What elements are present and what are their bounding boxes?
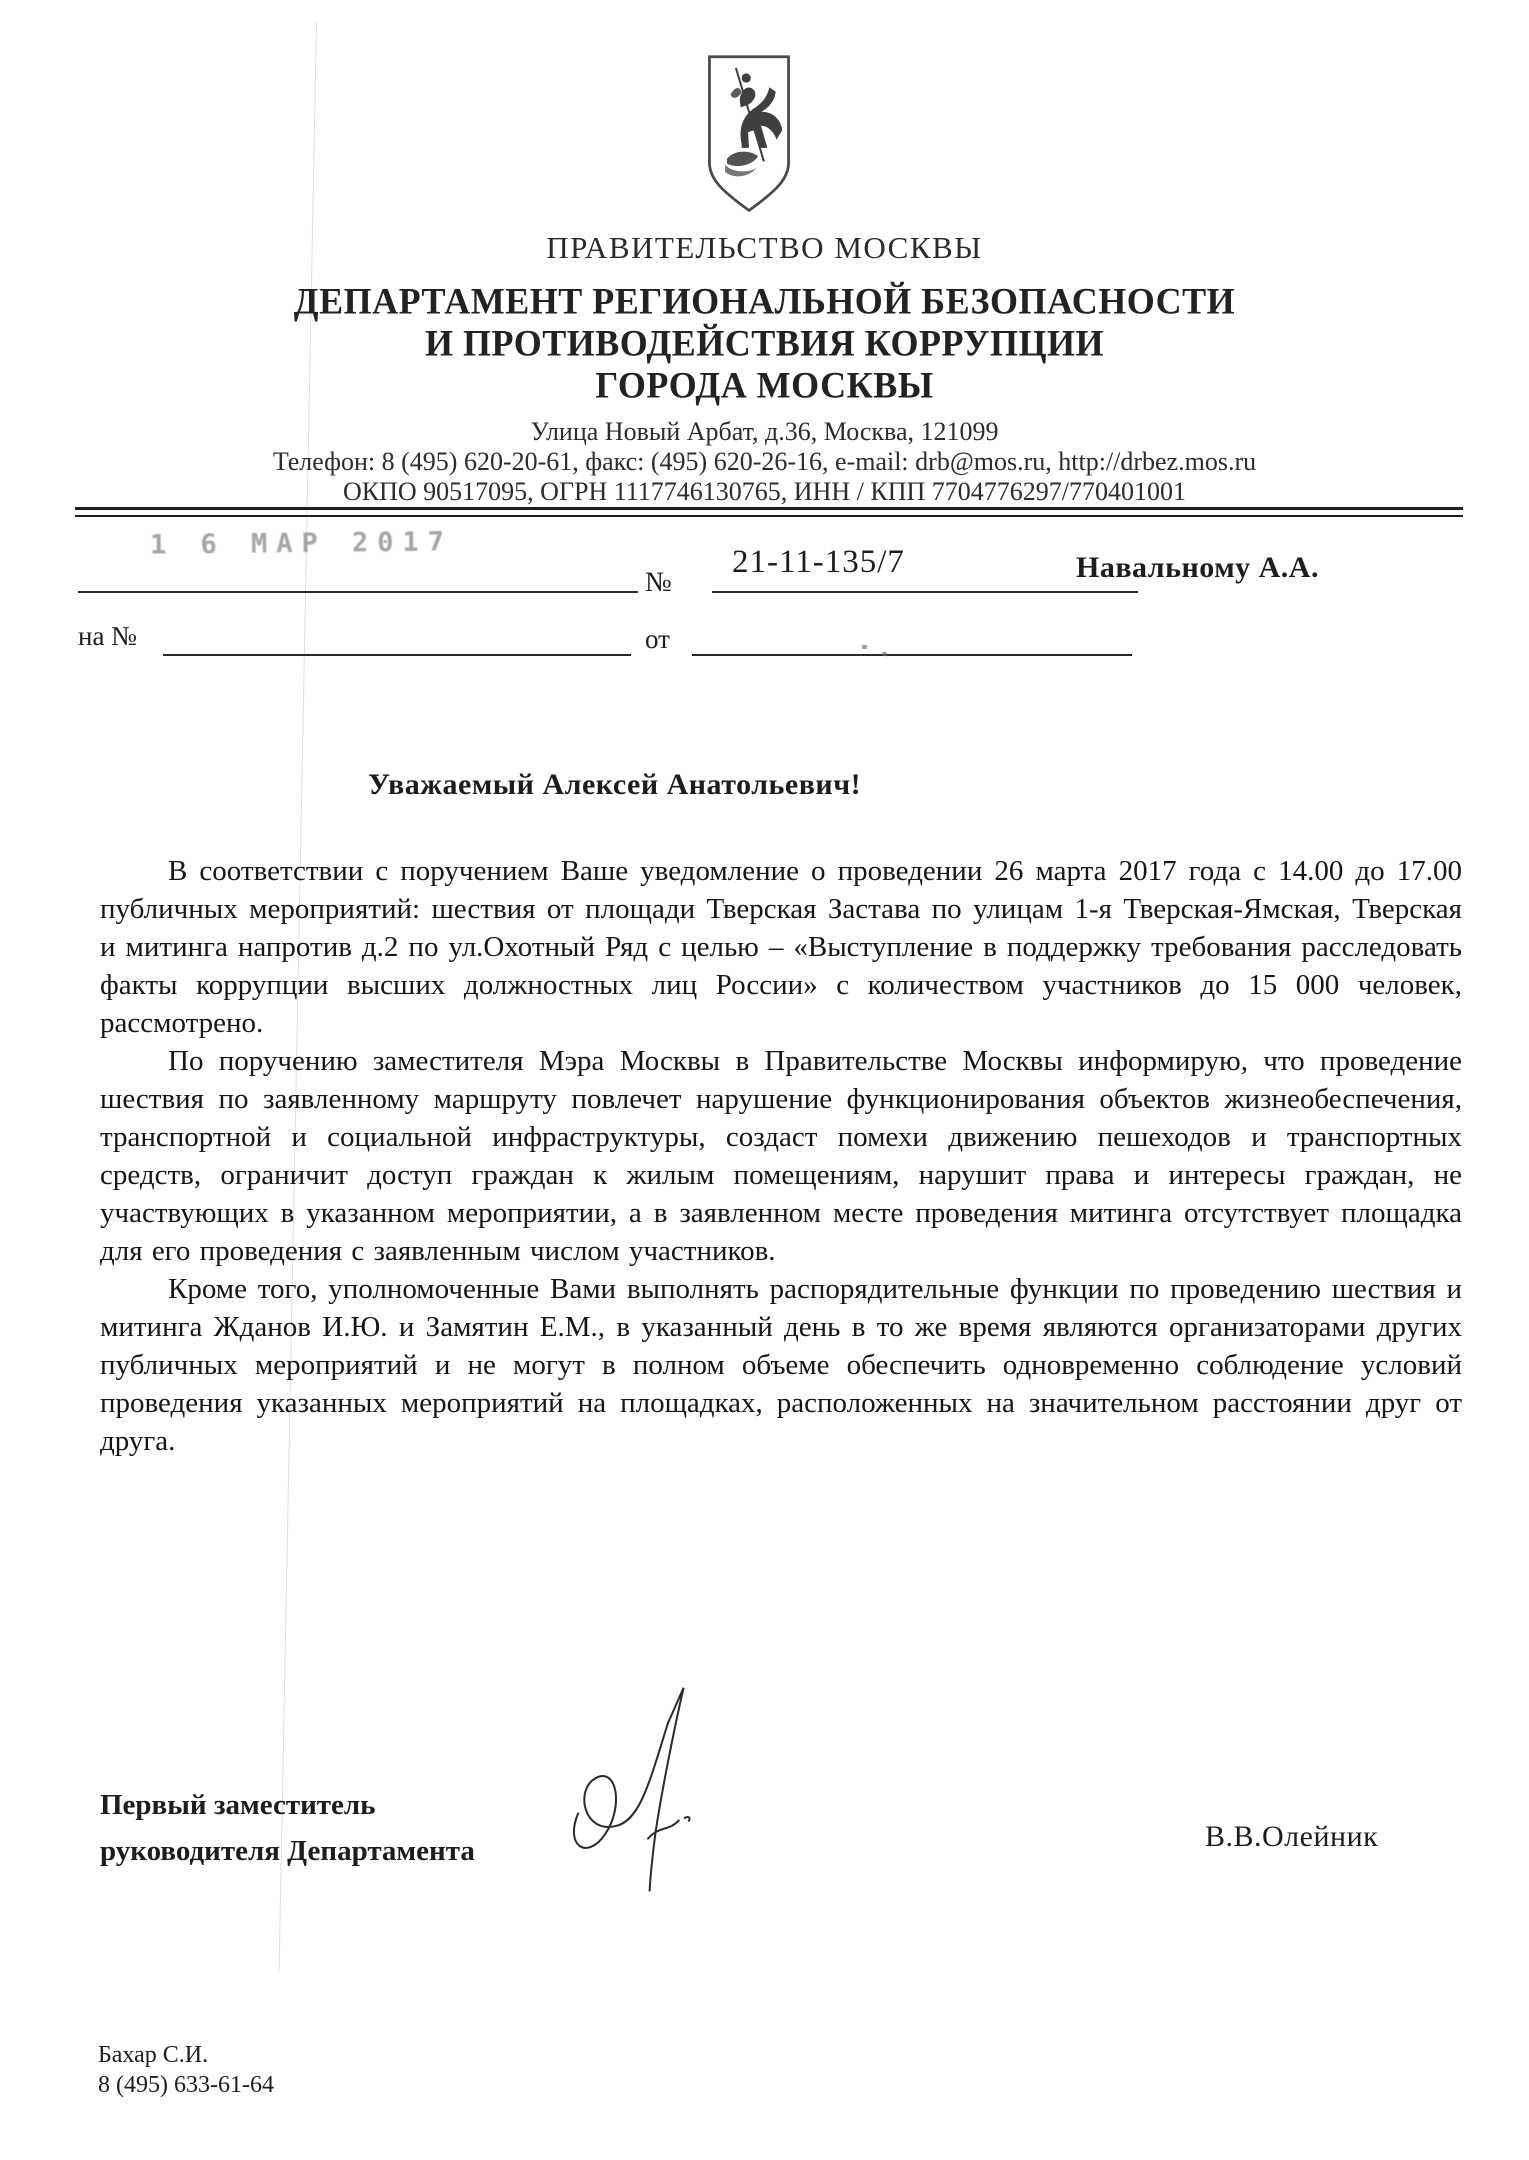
body-paragraph-2: По поручению заместителя Мэра Москвы в Правительстве Москвы информирую, что проведение шествия по заявленному маршруту повлечет нарушение функционирования объектов жизнеобеспечения, транспортной и социальной инфраструктуры, создаст помехи движению пешеходов и транспортных средств, ограничит доступ граждан к жилым помещениям, нарушит права и интересы граждан, не участвующих в указанном мероприятии, а в заявленном месте проведения митинга отсутствует площадка для его проведения с заявленным числом участников. (100, 1045, 1462, 1267)
government-title: ПРАВИТЕЛЬСТВО МОСКВЫ (546, 230, 983, 265)
letterhead-registration-numbers: ОКПО 90517095, ОГРН 1117746130765, ИНН / КПП 7704776297/770401001 (343, 477, 1186, 506)
date-line (78, 591, 638, 593)
number-line (712, 591, 1138, 593)
scan-speck (862, 645, 867, 649)
reply-from-date-label: от (645, 624, 670, 654)
body-paragraph-3: Кроме того, уполномоченные Вами выполнять распорядительные функции по проведению шествия и митинга Жданов И.Ю. и Замятин Е.М., в указанный день в то же время являются организаторами других публичных мероприятий и не могут в полном объеме обеспечить одновременно соблюдение условий проведения указанных мероприятий на площадках, расположенных на значительном расстоянии друг от друга. (100, 1273, 1462, 1457)
executor-phone: 8 (495) 633-61-64 (98, 2072, 274, 2098)
reply-from-date-line (692, 654, 1132, 656)
number-label: № (645, 567, 672, 598)
department-name-line3: ГОРОДА МОСКВЫ (595, 364, 934, 406)
department-name-line2: И ПРОТИВОДЕЙСТВИЯ КОРРУПЦИИ (424, 322, 1105, 364)
handwritten-signature (525, 1680, 785, 1915)
moscow-coat-of-arms-icon (703, 52, 795, 223)
signer-name: В.В.Олейник (1205, 1820, 1379, 1853)
reply-to-number-line (163, 654, 631, 656)
body-paragraph-1: В соответствии с поручением Ваше уведомление о проведении 26 марта 2017 года с 14.00 до 17.00 публичных мероприятий: шествия от площади Тверская Застава по улицам 1-я Тверская-Ямская, Тверская и митинга напротив д.2 по ул.Охотный Ряд с целью – «Выступление в поддержку требования расследовать факты коррупции высших должностных лиц России» с количеством участников до 15 000 человек, рассмотрено. (100, 855, 1462, 1039)
signer-position-line2: руководителя Департамента (100, 1835, 475, 1867)
executor-name: Бахар С.И. (98, 2042, 209, 2068)
department-name-line1: ДЕПАРТАМЕНТ РЕГИОНАЛЬНОЙ БЕЗОПАСНОСТИ (293, 280, 1236, 322)
letterhead-contacts: Телефон: 8 (495) 620-20-61, факс: (495) 620-26-16, e-mail: drb@mos.ru, http://drbez.mos.ru (272, 447, 1257, 476)
signer-position-line1: Первый заместитель (100, 1789, 376, 1821)
letterhead-address: Улица Новый Арбат, д.36, Москва, 121099 (530, 417, 999, 446)
outgoing-number-value: 21-11-135/7 (732, 544, 905, 580)
incoming-date-stamp: 1 6 МАР 2017 (149, 526, 454, 561)
signer-position (100, 1782, 475, 1874)
reply-to-number-label: на № (78, 621, 137, 651)
addressee-name: Навальному А.А. (1076, 551, 1319, 584)
letter-body (100, 852, 1462, 1460)
letterhead-divider-rule (75, 507, 1463, 517)
salutation: Уважаемый Алексей Анатольевич! (368, 768, 862, 801)
